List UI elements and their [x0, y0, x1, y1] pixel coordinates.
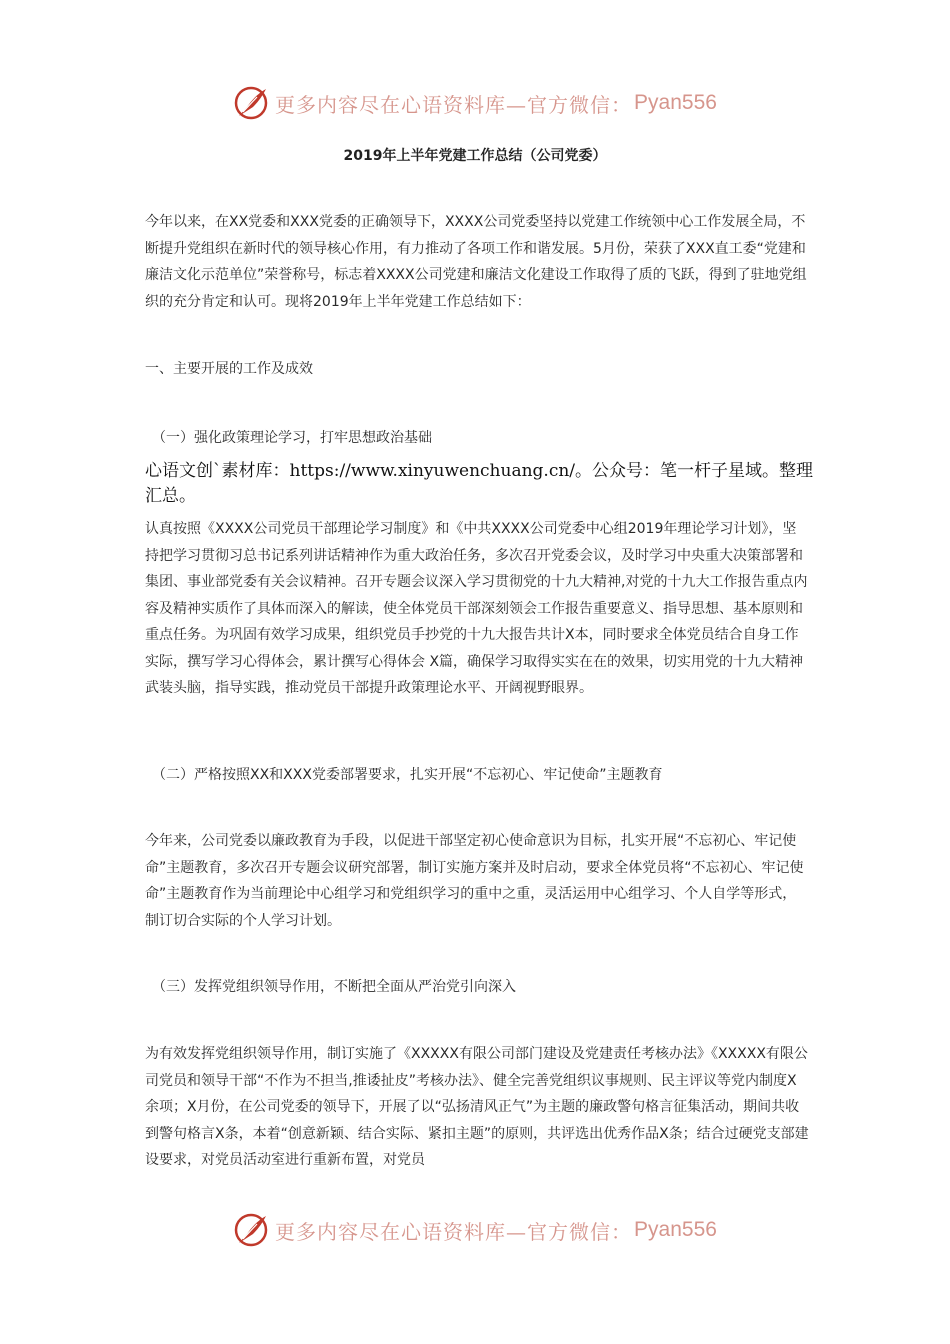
- sub3-heading: （三）发挥党组织领导作用，不断把全面从严治党引向深入: [152, 979, 516, 995]
- banner-wechat-id: Pyan556: [634, 1218, 717, 1241]
- banner-wechat-id: Pyan556: [634, 91, 717, 114]
- quill-logo-icon: [233, 85, 269, 121]
- source-note: 心语文创`素材库：https://www.xinyuwenchuang.cn/。公众号：笔一杆子星域。整理汇总。: [145, 461, 814, 506]
- sub1-body: 认真按照《XXXX公司党员干部理论学习制度》和《中共XXXX公司党委中心组2019年理论学习计划》，坚持把学习贯彻习总书记系列讲话精神作为重大政治任务，多次召开党委会议，及时学习中央重大决策部署和集团、事业部党委有关会议精神。召开专题会议深入学习贯彻党的十九大精神,对党的十九大工作报告重点内容及精神实质作了具体而深入的解读，使全体党员干部深刻领会工作报告重要意义、指导思想、基本原则和重点任务。为巩固有效学习成果，组织党员手抄党的十九大报告共计X本，同时要求全体党员结合自身工作实际，撰写学习心得体会，累计撰写心得体会 X篇，确保学习取得实实在在的效果，切实用党的十九大精神武装头脑，指导实践，推动党员干部提升政策理论水平、开阔视野眼界。: [145, 521, 808, 696]
- sub3-body: 为有效发挥党组织领导作用，制订实施了《XXXXX有限公司部门建设及党建责任考核办法》《XXXXX有限公司党员和领导干部“不作为不担当,推诿扯皮”考核办法》、健全完善党组织议事规则、民主评议等党内制度X余项；X月份，在公司党委的领导下，开展了以“弘扬清风正气”为主题的廉政警句格言征集活动，期间共收到警句格言X条，本着“创意新颖、结合实际、紧扣主题”的原则，共评选出优秀作品X条；结合过硬党支部建设要求，对党员活动室进行重新布置，对党员: [145, 1046, 809, 1168]
- banner-text: 更多内容尽在心语资料库—官方微信：: [275, 1219, 633, 1244]
- sub2-body: 今年来，公司党委以廉政教育为手段，以促进干部坚定初心使命意识为目标，扎实开展“不忘初心、牢记使命”主题教育，多次召开专题会议研究部署，制订实施方案并及时启动，要求全体党员将“不忘初心、牢记使命”主题教育作为当前理论中心组学习和党组织学习的重中之重，灵活运用中心组学习、个人自学等形式，制订切合实际的个人学习计划。: [145, 833, 804, 929]
- header-banner: [0, 83, 950, 123]
- banner-text: 更多内容尽在心语资料库—官方微信：: [275, 92, 633, 117]
- footer-banner: [0, 1210, 950, 1250]
- section1-heading: 一、主要开展的工作及成效: [145, 361, 313, 377]
- intro-paragraph: 今年以来，在XX党委和XXX党委的正确领导下，XXXX公司党委坚持以党建工作统领中心工作发展全局，不断提升党组织在新时代的领导核心作用，有力推动了各项工作和谐发展。5月份，荣获了XXX直工委“党建和廉洁文化示范单位”荣誉称号，标志着XXXX公司党建和廉洁文化建设工作取得了质的飞跃，得到了驻地党组织的充分肯定和认可。现将2019年上半年党建工作总结如下：: [145, 214, 807, 310]
- quill-logo-icon: [233, 1212, 269, 1248]
- sub2-heading: （二）严格按照XX和XXX党委部署要求，扎实开展“不忘初心、牢记使命”主题教育: [152, 767, 663, 783]
- sub1-heading: （一）强化政策理论学习，打牢思想政治基础: [152, 430, 432, 446]
- document-title: 2019年上半年党建工作总结（公司党委）: [343, 148, 607, 164]
